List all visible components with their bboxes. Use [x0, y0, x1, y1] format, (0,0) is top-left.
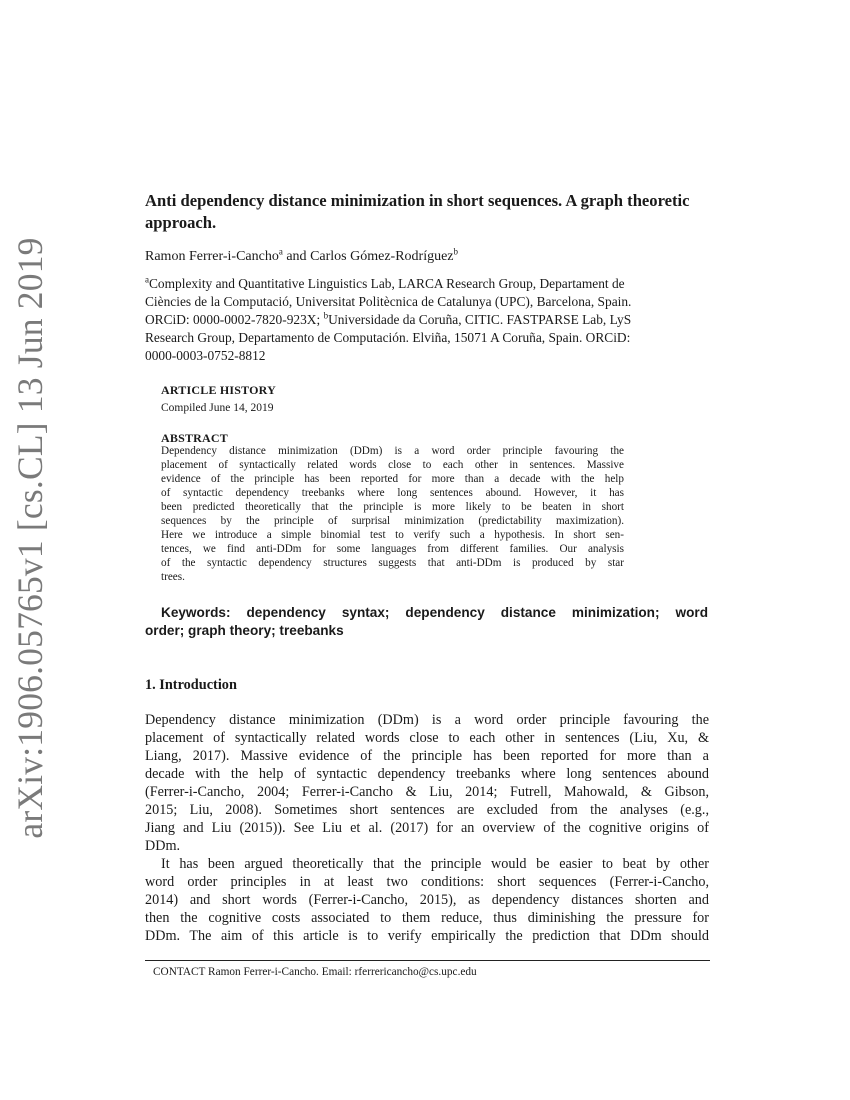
- abstract-heading: ABSTRACT: [161, 431, 228, 445]
- body-line: 2015; Liu, 2008). Sometimes short sentences are excluded from the analyses (e.g.,: [145, 802, 709, 818]
- abstract-line: sequences by the principle of surprisal minimization (predictability maximization).: [161, 515, 624, 527]
- affiliation-line: Research Group, Departamento de Computación. Elviña, 15071 A Coruña, Spain. ORCiD:: [145, 330, 631, 345]
- contact-footnote: CONTACT Ramon Ferrer-i-Cancho. Email: rferrericancho@cs.upc.edu: [153, 966, 477, 978]
- author-name: Carlos Gómez-Rodríguez: [310, 249, 454, 264]
- keywords-line: order; graph theory; treebanks: [145, 623, 344, 638]
- section-heading: 1. Introduction: [145, 677, 237, 693]
- body-line: It has been argued theoretically that the principle would be easier to beat by other: [161, 856, 709, 872]
- body-line: DDm.: [145, 838, 181, 854]
- author-name: Ramon Ferrer-i-Cancho: [145, 249, 279, 264]
- body-line: (Ferrer-i-Cancho, 2004; Ferrer-i-Cancho & Liu, 2014; Futrell, Mahowald, & Gibson,: [145, 784, 709, 800]
- body-line: Dependency distance minimization (DDm) is a word order principle favouring the: [145, 712, 709, 728]
- affiliation-line: Ciències de la Computació, Universitat Politècnica de Catalunya (UPC), Barcelona, Spain.: [145, 294, 632, 309]
- body-line: placement of syntactically related words close to each other in sentences (Liu, Xu, &: [145, 730, 709, 746]
- body-line: word order principles in at least two conditions: short sequences (Ferrer-i-Cancho,: [145, 874, 709, 890]
- body-line: then the cognitive costs associated to them reduce, thus diminishing the pressure for: [145, 910, 709, 926]
- abstract-line: of the syntactic dependency structures suggests that anti-DDm is produced by star: [161, 557, 624, 569]
- author-conjunction: and: [286, 249, 307, 264]
- footnote-rule: [145, 960, 710, 961]
- abstract-line: been predicted theoretically that the principle is more likely to be beaten in short: [161, 501, 624, 513]
- abstract-line: of syntactic dependency treebanks where long sentences abound. However, it has: [161, 487, 624, 499]
- affiliation-mark: a: [278, 246, 283, 257]
- abstract-line: placement of syntactically related words close to each other in sentences. Massive: [161, 459, 624, 471]
- affiliation-mark: a: [145, 274, 149, 285]
- abstract-line: trees.: [161, 571, 185, 583]
- affiliation-line: 0000-0003-0752-8812: [145, 348, 266, 363]
- arxiv-side-stamp: arXiv:1906.05765v1 [cs.CL] 13 Jun 2019: [10, 237, 50, 839]
- body-line: Liang, 2017). Massive evidence of the principle has been reported for more than a: [145, 748, 709, 764]
- keywords-line: Keywords: dependency syntax; dependency distance minimization; word: [161, 605, 708, 620]
- abstract-line: Dependency distance minimization (DDm) is a word order principle favouring the: [161, 445, 624, 457]
- affiliation-mark: b: [323, 310, 329, 321]
- paper-title: Anti dependency distance minimization in short sequences. A graph theoretic approach.: [145, 191, 690, 232]
- abstract-line: evidence of the principle has been reported for more than a decade with the help: [161, 473, 624, 485]
- compiled-date: Compiled June 14, 2019: [161, 402, 274, 414]
- affiliation-mark: b: [453, 246, 459, 257]
- body-line: Jiang and Liu (2015)). See Liu et al. (2017) for an overview of the cognitive origins of: [145, 820, 709, 836]
- abstract-line: tences, we find anti-DDm for some languages from different families. Our analysis: [161, 543, 624, 555]
- article-history-heading: ARTICLE HISTORY: [161, 383, 276, 397]
- abstract-line: Here we introduce a simple binomial test to verify such a hypothesis. In short sen-: [161, 529, 624, 541]
- affiliation-line: ORCiD: 0000-0002-7820-923X; $^b$Universidade da Coruña, CITIC. FASTPARSE Lab, LyS: [145, 310, 632, 327]
- affiliation-line: $^a$Complexity and Quantitative Linguistics Lab, LARCA Research Group, Departament de: [145, 274, 625, 291]
- body-line: DDm. The aim of this article is to verify empirically the prediction that DDm should: [145, 928, 709, 944]
- body-line: 2014) and short words (Ferrer-i-Cancho, 2015), as dependency distances shorten and: [145, 892, 709, 908]
- author-list: [145, 248, 710, 266]
- body-line: decade with the help of syntactic dependency treebanks where long sentences abound: [145, 766, 709, 782]
